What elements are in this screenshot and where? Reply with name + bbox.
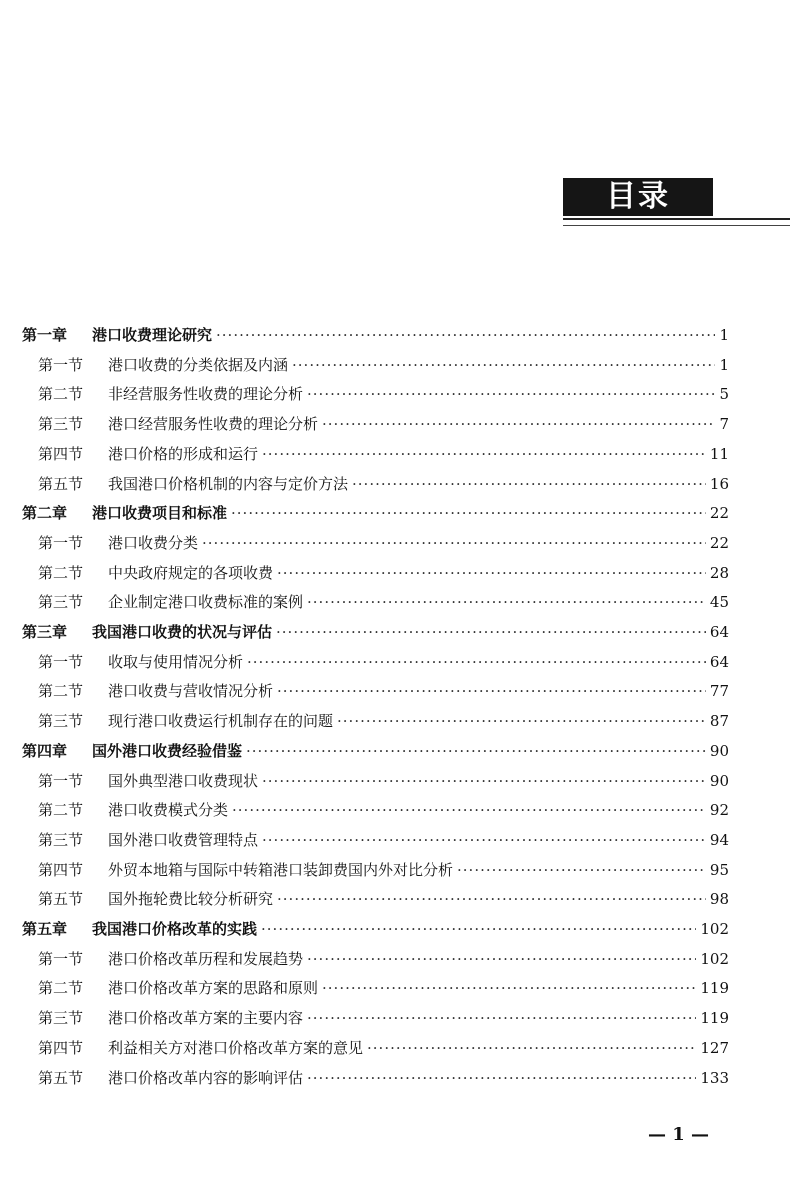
toc-section-entry[interactable] xyxy=(38,648,729,676)
toc-entry-title: 我国港口价格改革的实践 xyxy=(92,920,258,938)
toc-entry-label: 第一节 xyxy=(38,949,84,968)
toc-leader-dots xyxy=(307,945,696,973)
toc-section-entry[interactable] xyxy=(38,767,729,795)
toc-section-entry[interactable] xyxy=(38,1004,729,1032)
toc-section-entry[interactable] xyxy=(38,410,729,438)
toc-entry-title: 港口收费项目和标准 xyxy=(92,504,228,523)
toc-entry-label: 第三节 xyxy=(38,712,84,731)
toc-entry-page: 64 xyxy=(709,623,729,641)
toc-entry-title: 港口价格的形成和运行 xyxy=(108,444,259,463)
toc-entry-page: 7 xyxy=(719,415,729,434)
toc-entry-title: 我国港口价格机制的内容与定价方法 xyxy=(108,474,349,493)
toc-section-entry[interactable] xyxy=(38,885,729,913)
toc-entry-title: 收取与使用情况分析 xyxy=(108,652,244,671)
toc-entry-page: 16 xyxy=(709,474,729,493)
toc-entry-page: 102 xyxy=(700,920,729,938)
title-rule-thick xyxy=(563,218,790,220)
toc-entry-title: 现行港口收费运行机制存在的问题 xyxy=(108,712,334,731)
toc-entry-page: 133 xyxy=(700,1068,729,1087)
toc-leader-dots xyxy=(262,826,706,854)
toc-entry-label: 第二节 xyxy=(38,801,84,820)
toc-leader-dots xyxy=(307,588,706,616)
toc-leader-dots xyxy=(307,1004,696,1032)
toc-leader-dots xyxy=(276,618,706,646)
toc-entry-label: 第五章 xyxy=(22,920,68,938)
toc-section-entry[interactable] xyxy=(38,351,729,379)
toc-entry-page: 64 xyxy=(709,652,729,671)
toc-entry-page: 45 xyxy=(709,593,729,612)
toc-entry-title: 港口价格改革历程和发展趋势 xyxy=(108,949,304,968)
toc-leader-dots xyxy=(337,707,706,735)
toc-entry-title: 我国港口收费的状况与评估 xyxy=(92,623,273,641)
toc-entry-page: 119 xyxy=(700,1009,729,1028)
toc-entry-label: 第一节 xyxy=(38,771,84,790)
title-rule-thin xyxy=(563,225,790,226)
toc-entry-title: 港口收费的分类依据及内涵 xyxy=(108,355,289,374)
toc-leader-dots xyxy=(352,470,706,498)
toc-entry-page: 1 xyxy=(719,355,729,374)
toc-entry-label: 第三章 xyxy=(22,623,68,641)
toc-entry-page: 1 xyxy=(719,326,729,344)
toc-entry-page: 90 xyxy=(709,771,729,790)
toc-section-entry[interactable] xyxy=(38,826,729,854)
toc-leader-dots xyxy=(277,677,706,705)
toc-entry-label: 第三节 xyxy=(38,415,84,434)
toc-entry-title: 国外港口收费经验借鉴 xyxy=(92,741,243,760)
toc-entry-page: 127 xyxy=(700,1038,729,1057)
toc-section-entry[interactable] xyxy=(38,945,729,973)
toc-section-entry[interactable] xyxy=(38,1034,729,1062)
toc-entry-title: 港口价格改革方案的主要内容 xyxy=(108,1009,304,1028)
toc-entry-page: 22 xyxy=(709,533,729,552)
toc-entry-label: 第四节 xyxy=(38,444,84,463)
toc-entry-title: 非经营服务性收费的理论分析 xyxy=(108,385,304,404)
page-number: — 1 — xyxy=(648,1124,710,1145)
toc-entry-page: 102 xyxy=(700,949,729,968)
toc-entry-label: 第一章 xyxy=(22,326,68,344)
toc-leader-dots xyxy=(457,856,706,884)
toc-entry-label: 第二节 xyxy=(38,385,84,404)
toc-entry-page: 77 xyxy=(709,682,729,701)
toc-entry-label: 第二节 xyxy=(38,563,84,582)
toc-section-entry[interactable] xyxy=(38,380,729,408)
toc-section-entry[interactable] xyxy=(38,1064,729,1092)
toc-entry-title: 港口收费分类 xyxy=(108,533,199,552)
toc-leader-dots xyxy=(231,499,706,527)
toc-leader-dots xyxy=(262,440,706,468)
toc-chapter-entry[interactable] xyxy=(22,499,729,527)
toc-chapter-entry[interactable] xyxy=(22,915,729,943)
toc-leader-dots xyxy=(262,767,706,795)
toc-entry-title: 港口收费模式分类 xyxy=(108,801,229,820)
toc-entry-title: 港口收费与营收情况分析 xyxy=(108,682,274,701)
toc-entry-title: 港口价格改革内容的影响评估 xyxy=(108,1068,304,1087)
toc-entry-page: 22 xyxy=(709,504,729,523)
toc-entry-title: 中央政府规定的各项收费 xyxy=(108,563,274,582)
toc-leader-dots xyxy=(322,974,696,1002)
toc-entry-page: 87 xyxy=(709,712,729,731)
toc-entry-page: 95 xyxy=(709,860,729,879)
toc-entry-label: 第二节 xyxy=(38,682,84,701)
toc-leader-dots xyxy=(232,796,706,824)
toc-leader-dots xyxy=(247,648,706,676)
page-title: 目录 xyxy=(563,178,713,216)
toc-leader-dots xyxy=(322,410,715,438)
toc-section-entry[interactable] xyxy=(38,707,729,735)
toc-entry-title: 港口价格改革方案的思路和原则 xyxy=(108,979,319,998)
toc-entry-title: 国外港口收费管理特点 xyxy=(108,830,259,849)
toc-entry-label: 第一节 xyxy=(38,652,84,671)
toc-chapter-entry[interactable] xyxy=(22,618,729,646)
toc-entry-page: 92 xyxy=(709,801,729,820)
toc-entry-label: 第三节 xyxy=(38,830,84,849)
toc-section-entry[interactable] xyxy=(38,856,729,884)
toc-entry-label: 第四节 xyxy=(38,860,84,879)
toc-entry-title: 国外拖轮费比较分析研究 xyxy=(108,890,274,909)
toc-entry-page: 94 xyxy=(709,830,729,849)
toc-entry-label: 第二章 xyxy=(22,504,68,523)
toc-section-entry[interactable] xyxy=(38,974,729,1002)
toc-leader-dots xyxy=(246,737,706,765)
toc-entry-page: 5 xyxy=(719,385,729,404)
toc-entry-label: 第三节 xyxy=(38,1009,84,1028)
toc-entry-label: 第五节 xyxy=(38,474,84,493)
toc-leader-dots xyxy=(307,380,715,408)
toc-section-entry[interactable] xyxy=(38,440,729,468)
toc-entry-title: 企业制定港口收费标准的案例 xyxy=(108,593,304,612)
toc-section-entry[interactable] xyxy=(38,470,729,498)
toc-chapter-entry[interactable] xyxy=(22,321,729,349)
toc-entry-title: 港口收费理论研究 xyxy=(92,326,213,344)
toc-entry-title: 港口经营服务性收费的理论分析 xyxy=(108,415,319,434)
toc-section-entry[interactable] xyxy=(38,677,729,705)
toc-entry-page: 90 xyxy=(709,741,729,760)
toc-leader-dots xyxy=(277,885,706,913)
toc-leader-dots xyxy=(277,559,706,587)
toc-entry-label: 第五节 xyxy=(38,1068,84,1087)
toc-entry-page: 98 xyxy=(709,890,729,909)
toc-entry-label: 第三节 xyxy=(38,593,84,612)
toc-section-entry[interactable] xyxy=(38,559,729,587)
toc-entry-title: 国外典型港口收费现状 xyxy=(108,771,259,790)
toc-chapter-entry[interactable] xyxy=(22,737,729,765)
toc-leader-dots xyxy=(367,1034,696,1062)
toc-entry-title: 外贸本地箱与国际中转箱港口装卸费国内外对比分析 xyxy=(108,860,454,879)
toc-entry-title: 利益相关方对港口价格改革方案的意见 xyxy=(108,1038,364,1057)
toc-entry-page: 11 xyxy=(709,444,729,463)
toc-entry-label: 第一节 xyxy=(38,355,84,374)
toc-entry-label: 第四节 xyxy=(38,1038,84,1057)
toc-entry-label: 第五节 xyxy=(38,890,84,909)
toc-section-entry[interactable] xyxy=(38,529,729,557)
toc-leader-dots xyxy=(292,351,715,379)
toc-entry-page: 119 xyxy=(700,979,729,998)
toc-section-entry[interactable] xyxy=(38,588,729,616)
toc-section-entry[interactable] xyxy=(38,796,729,824)
toc-leader-dots xyxy=(307,1064,696,1092)
toc-leader-dots xyxy=(261,915,696,943)
toc-leader-dots xyxy=(202,529,706,557)
toc-entry-page: 28 xyxy=(709,563,729,582)
toc-leader-dots xyxy=(216,321,715,349)
toc-entry-label: 第一节 xyxy=(38,533,84,552)
toc-entry-label: 第四章 xyxy=(22,741,68,760)
toc-entry-label: 第二节 xyxy=(38,979,84,998)
